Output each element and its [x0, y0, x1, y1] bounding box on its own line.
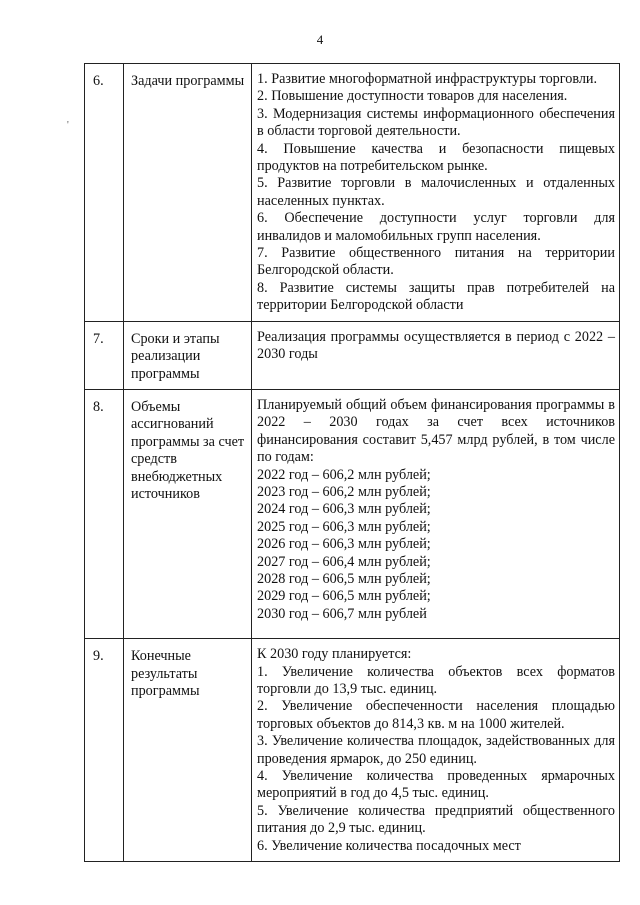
content-line: 1. Развитие многоформатной инфраструктуры торговли.	[257, 71, 598, 87]
content-line: 1. Увеличение количества объектов всех форматов торговли до 13,9 тыс. единиц.	[257, 663, 615, 697]
content-line: 2. Повышение доступности товаров для населения.	[257, 88, 568, 105]
content-line: 6. Увеличение количества посадочных мест	[257, 837, 521, 854]
content-line: 2024 год – 606,3 млн рублей;	[257, 501, 431, 518]
content-line: 2029 год – 606,5 млн рублей;	[257, 588, 431, 605]
content-line: 8. Развитие системы защиты прав потребителей на территории Белгородской области	[257, 279, 615, 314]
row-number: 9.	[85, 639, 124, 862]
program-passport-table	[84, 63, 620, 862]
table-row-8	[85, 389, 620, 638]
content-line: 2. Увеличение обеспеченности населения площадью торговых объектов до 814,3 кв. м на 1000 жителей.	[257, 698, 615, 732]
content-line: 3. Увеличение количества площадок, задействованных для проведения ярмарок, до 250 единиц.	[257, 733, 615, 767]
spacer	[257, 623, 615, 632]
content-line: 2023 год – 606,2 млн рублей;	[257, 483, 431, 500]
table-row-7	[85, 321, 620, 389]
scan-mark: '	[67, 120, 69, 131]
content-line: 4. Повышение качества и безопасности пищевых продуктов на потребительском рынке.	[257, 140, 615, 175]
content-line: 5. Развитие торговли в малочисленных и отдаленных населенных пунктах.	[257, 175, 615, 209]
content-line: 2030 год – 606,7 млн рублей	[257, 605, 427, 622]
content-line: 2022 год – 606,2 млн рублей;	[257, 466, 431, 483]
content-line: Реализация программы осуществляется в период с 2022 – 2030 годы	[257, 328, 615, 363]
row-number: 6.	[85, 64, 124, 322]
content-line: 2028 год – 606,5 млн рублей;	[257, 570, 431, 587]
row-content	[252, 64, 620, 322]
table-row-9	[85, 639, 620, 862]
row-label: Конечные результаты программы	[124, 639, 252, 862]
row-label: Сроки и этапы реализации программы	[124, 321, 252, 389]
content-line: 2025 год – 606,3 млн рублей;	[257, 518, 431, 535]
content-line: 4. Увеличение количества проведенных ярмарочных мероприятий в год до 4,5 тыс. единиц.	[257, 768, 615, 802]
row-content	[252, 639, 620, 862]
content-line: 6. Обеспечение доступности услуг торговли для инвалидов и маломобильных групп населения.	[257, 210, 615, 244]
content-line: 5. Увеличение количества предприятий общественного питания до 2,9 тыс. единиц.	[257, 802, 615, 837]
content-line: К 2030 году планируется:	[257, 646, 412, 663]
page-number: 4	[316, 32, 324, 47]
row-content	[252, 321, 620, 389]
content-line: Планируемый общий объем финансирования программы в 2022 – 2030 годах за счет всех источников финансирования составит 5,457 млрд рублей, в том числе по годам:	[257, 396, 615, 466]
row-content	[252, 389, 620, 638]
row-number: 8.	[85, 389, 124, 638]
row-number: 7.	[85, 321, 124, 389]
content-line: 3. Модернизация системы информационного обеспечения в области торговой деятельности.	[257, 105, 615, 140]
row-label: Задачи программы	[124, 64, 252, 322]
content-line: 7. Развитие общественного питания на территории Белгородской области.	[257, 245, 615, 279]
content-line: 2027 год – 606,4 млн рублей;	[257, 553, 431, 570]
row-label: Объемы ассигнований программы за счет средств внебюджетных источников	[124, 389, 252, 638]
table-row-6	[85, 64, 620, 322]
content-line: 2026 год – 606,3 млн рублей;	[257, 536, 431, 553]
